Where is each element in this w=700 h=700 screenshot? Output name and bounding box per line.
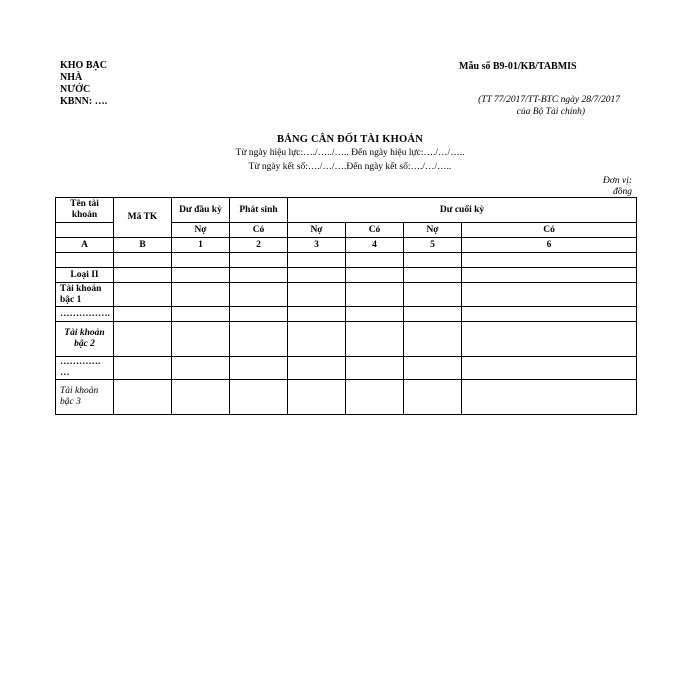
row-label: Tài khoản bậc 1	[56, 283, 114, 307]
cell-value	[288, 253, 346, 268]
table-row	[56, 357, 637, 380]
cell-value	[462, 253, 637, 268]
cell-value	[172, 268, 230, 283]
index-row	[56, 238, 637, 253]
cell-value	[288, 268, 346, 283]
table-row	[56, 307, 637, 322]
cell-value	[404, 307, 462, 322]
cell-value	[346, 283, 404, 307]
cell-value	[230, 253, 288, 268]
index-cell: A	[56, 238, 114, 253]
table-row	[56, 253, 637, 268]
cell-value	[172, 307, 230, 322]
unit-label: Đơn vị:	[602, 176, 632, 186]
cell-value	[288, 357, 346, 380]
cell-value	[462, 268, 637, 283]
cell-value	[230, 307, 288, 322]
cell-value	[404, 268, 462, 283]
header-closing-credit-1: Có	[346, 223, 404, 238]
cell-code	[114, 307, 172, 322]
index-cell: 3	[288, 238, 346, 253]
index-cell: 1	[172, 238, 230, 253]
cell-value	[172, 357, 230, 380]
cell-value	[462, 357, 637, 380]
cell-value	[230, 283, 288, 307]
cell-code	[114, 322, 172, 357]
index-cell: 2	[230, 238, 288, 253]
cell-value	[404, 322, 462, 357]
agency-line-2: NHÀ	[60, 72, 83, 83]
row-label: …………. …	[56, 357, 114, 380]
cell-code	[114, 268, 172, 283]
header-movement-credit: Có	[230, 223, 288, 238]
cell-value	[462, 283, 637, 307]
cell-value	[288, 283, 346, 307]
cell-value	[404, 253, 462, 268]
cell-value	[404, 357, 462, 380]
row-label: Tài khoản bậc 2	[56, 322, 114, 357]
index-cell: 4	[346, 238, 404, 253]
header-opening-debit: Nợ	[172, 223, 230, 238]
agency-line-3: NƯỚC	[60, 84, 91, 95]
cell-value	[346, 380, 404, 415]
cell-value	[346, 253, 404, 268]
form-number: Mẫu số B9-01/KB/TABMIS	[459, 61, 577, 72]
cell-value	[462, 322, 637, 357]
cell-value	[172, 380, 230, 415]
posting-date-range: Từ ngày kết số:…./…/….Đến ngày kết số:…./…/…..	[248, 162, 452, 172]
index-cell: 5	[404, 238, 462, 253]
header-row-1	[56, 198, 637, 223]
header-closing-balance: Dư cuối kỳ	[288, 198, 637, 223]
agency-line-1: KHO BẠC	[60, 60, 107, 71]
cell-value	[288, 322, 346, 357]
cell-value	[404, 380, 462, 415]
header-account-code: Mã TK	[114, 198, 172, 238]
unit-value: đồng	[613, 187, 632, 197]
header-movement: Phát sinh	[230, 198, 288, 223]
header-closing-debit-1: Nợ	[288, 223, 346, 238]
document-title: BẢNG CÂN ĐỐI TÀI KHOẢN	[277, 134, 423, 145]
header-closing-debit-2: Nợ	[404, 223, 462, 238]
circular-line-2: của Bộ Tài chính)	[516, 107, 585, 117]
row-label: Loại II	[56, 268, 114, 283]
cell-value	[288, 307, 346, 322]
cell-value	[346, 268, 404, 283]
circular-reference	[470, 94, 620, 118]
effective-date-range: Từ ngày hiệu lực:…./…../….. Đến ngày hiệu lực:…./…/…..	[235, 148, 465, 158]
cell-value	[230, 357, 288, 380]
index-cell: 6	[462, 238, 637, 253]
cell-code	[114, 357, 172, 380]
table-row	[56, 268, 637, 283]
header-account-name: Tên tài khoản	[56, 198, 114, 223]
cell-code	[114, 380, 172, 415]
cell-value	[404, 283, 462, 307]
cell-value	[288, 380, 346, 415]
circular-line-1: (TT 77/2017/TT-BTC ngày 28/7/2017	[478, 95, 620, 105]
cell-value	[172, 322, 230, 357]
cell-value	[172, 253, 230, 268]
cell-value	[172, 283, 230, 307]
currency-unit	[592, 176, 632, 198]
cell-value	[462, 380, 637, 415]
cell-value	[230, 322, 288, 357]
cell-value	[346, 307, 404, 322]
table-row	[56, 380, 637, 415]
cell-value	[230, 268, 288, 283]
cell-value	[346, 357, 404, 380]
index-cell: B	[114, 238, 172, 253]
row-label: Tài khoản bậc 3	[56, 380, 114, 415]
cell-code	[114, 253, 172, 268]
cell-value	[230, 380, 288, 415]
cell-value	[346, 322, 404, 357]
trial-balance-table	[55, 197, 637, 415]
cell-value	[462, 307, 637, 322]
header-opening-balance: Dư đầu kỳ	[172, 198, 230, 223]
header-closing-credit-2: Có	[462, 223, 637, 238]
table-row	[56, 322, 637, 357]
table-row	[56, 283, 637, 307]
header-account-name-blank	[56, 223, 114, 238]
agency-line-4: KBNN: ….	[60, 96, 108, 107]
row-label: …………….	[56, 307, 114, 322]
cell-code	[114, 283, 172, 307]
row-label	[56, 253, 114, 268]
treasury-agency-block	[60, 60, 140, 108]
